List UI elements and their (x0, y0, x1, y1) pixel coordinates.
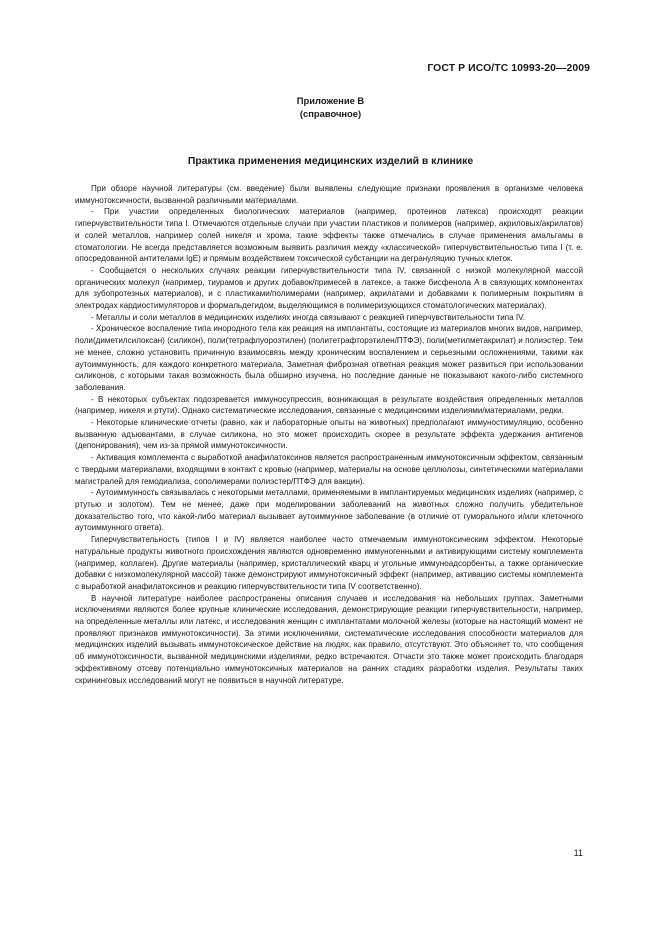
page-number: 11 (573, 848, 583, 858)
paragraph-metals: - Металлы и соли металлов в медицинских изделиях иногда связывают с реакцией гиперчувствительности типа IV. (91, 312, 526, 322)
paragraph-autoimmunity: - Аутоиммунность связывалась с некоторыми металлами, применяемыми в имплантируемых медицинских изделиях (например, с ртутью и золотом). Тем не менее, даже при моделировании заболеваний на животных сложно получить убедительное доказательство того, что какой-либо материал вызывает аутоиммунное заболевание (в отличие от гуморального и/или клеточного аутоиммунного ответа). (75, 488, 583, 533)
paragraph-immunostimulation: - Некоторые клинические отчеты (равно, как и лабораторные опыты на животных) предполагают иммуностимуляцию, особенно вызванную адъювантами, в случае силикона, но это может происходить скорее в результате эффекта удержания антигенов (депонирования), чем из-за прямой иммунотоксичности. (75, 418, 583, 451)
paragraph-hypersensitivity-summary: Гиперчувствительность (типов I и IV) является наиболее часто отмечаемым иммунотоксическим эффектом. Некоторые натуральные продукты животного происхождения являются одновременно иммуногенными и активирующими систему комплемента (например, коллаген). Другие материалы (например, кристаллический кварц и угольные иммуноадсорбенты, а также органические добавки с низкомолекулярной массой) также демонстрируют иммунотоксичный эффект (например, активацию системы комплемента с выработкой анафилатоксинов и реакцию гиперчувствительности типа IV соответственно). (75, 535, 583, 591)
paragraph-immunosuppression: - В некоторых субъектах подозревается иммуносупрессия, возникающая в результате воздействия определенных металлов (например, никеля и ртути). Однако систематические исследования, связанные с медицинскими изделиями/материалами, редки. (75, 394, 583, 416)
section-title: Практика применения медицинских изделий в клинике (187, 156, 474, 167)
appendix-subtitle: (справочное) (299, 108, 362, 119)
appendix-title: Приложение В (296, 95, 365, 106)
paragraph-literature-review: В научной литературе наиболее распространены описания случаев и исследования на небольших группах. Заметными исключениями являются более крупные клинические исследования, демонстрирующие реакции гиперчувствительности, например, на определенные металлы или латекс, и исследования женщин с имплантатами молочной железы (которые на настоящий момент не проявляют признаков иммунотоксичности). За этими исключениями, систематические исследования способности материалов для медицинских изделий вызывать иммунотоксическое действие на людях, как правило, отсутствуют. Это объясняет то, что сообщения об иммунотоксичности, вызванной медицинскими изделиями, редко встречаются. Отчасти это также может происходить благодаря эффективному отсеву потенциально иммунотоксичных материалов на ранних стадиях разработки изделия. Результаты таких скрининговых исследований могут не появиться в научной литературе. (75, 593, 583, 685)
paragraph-hypersensitivity-type-4: - Сообщается о нескольких случаях реакции гиперчувствительности типа IV, связанной с низкой молекулярной массой органических молекул (например, тиурамов и других добавок/примесей в латексе, а также бисфенола А в связующих компонентах для зубопротезных материалов), и с пластиками/полимерами (например, акрилатами и добавками к полимерным покрытиям в электродах кардиостимуляторов и формальдегидом, выделяющимся в полимеризующихся стоматологических материалах). (75, 265, 583, 311)
paragraph-intro: При обзоре научной литературы (см. введение) были выявлены следующие признаки проявления в организме человека иммунотоксичности, вызванной различными материалами. (75, 184, 583, 205)
body-text (75, 183, 583, 686)
document-code: ГОСТ Р ИСО/ТС 10993-20—2009 (427, 63, 590, 74)
paragraph-chronic-inflammation: - Хроническое воспаление типа инородного тела как реакция на имплантаты, состоящие из материалов многих видов, например, поли(диметилсилоксан) (силикон), поли(тетрафлуороэтилен) (политетрафторэтилен/ПТФЭ), поли(метилметакрилат) и полиэстер. Тем не менее, сложно установить причинную взаимосвязь между хроническим воспалением и серьезными осложнениями, такими как аутоиммунность, для каждого конкретного материала. Заметная фиброзная ответная реакция может развиться при использовании силиконов, с которыми такая возможность была обширно изучена, но последние данные не показывают какого-либо системного заболевания. (75, 324, 583, 392)
paragraph-hypersensitivity-type-1: - При участии определенных биологических материалов (например, протеинов латекса) происходят реакции гиперчувствительности типа I. Отмечаются отдельные случаи при участии пластиков и полимеров (например, акриловых/акрилатов) и солей металлов, например солей никеля и хрома, такие эффекты также отмечались в случае применения амальгамы в стоматологии. Не всегда представляется возможным выявить различия между «классической» гиперчувствительностью типа I (т. е. опосредованной антителами IgE) и прямым воздействием токсической субстанции на дегрануляцию тучных клеток. (75, 207, 583, 264)
paragraph-complement-activation: - Активация комплемента с выработкой анафилатоксинов является распространенным иммунотоксичным эффектом, связанным с твердыми материалами, входящими в контакт с кровью (например, материалы на основе целлюлозы, синтетическими материалами магистралей для гемодиализа, сополимерами полиэстер/ПТФЭ для вакцин). (75, 453, 583, 486)
